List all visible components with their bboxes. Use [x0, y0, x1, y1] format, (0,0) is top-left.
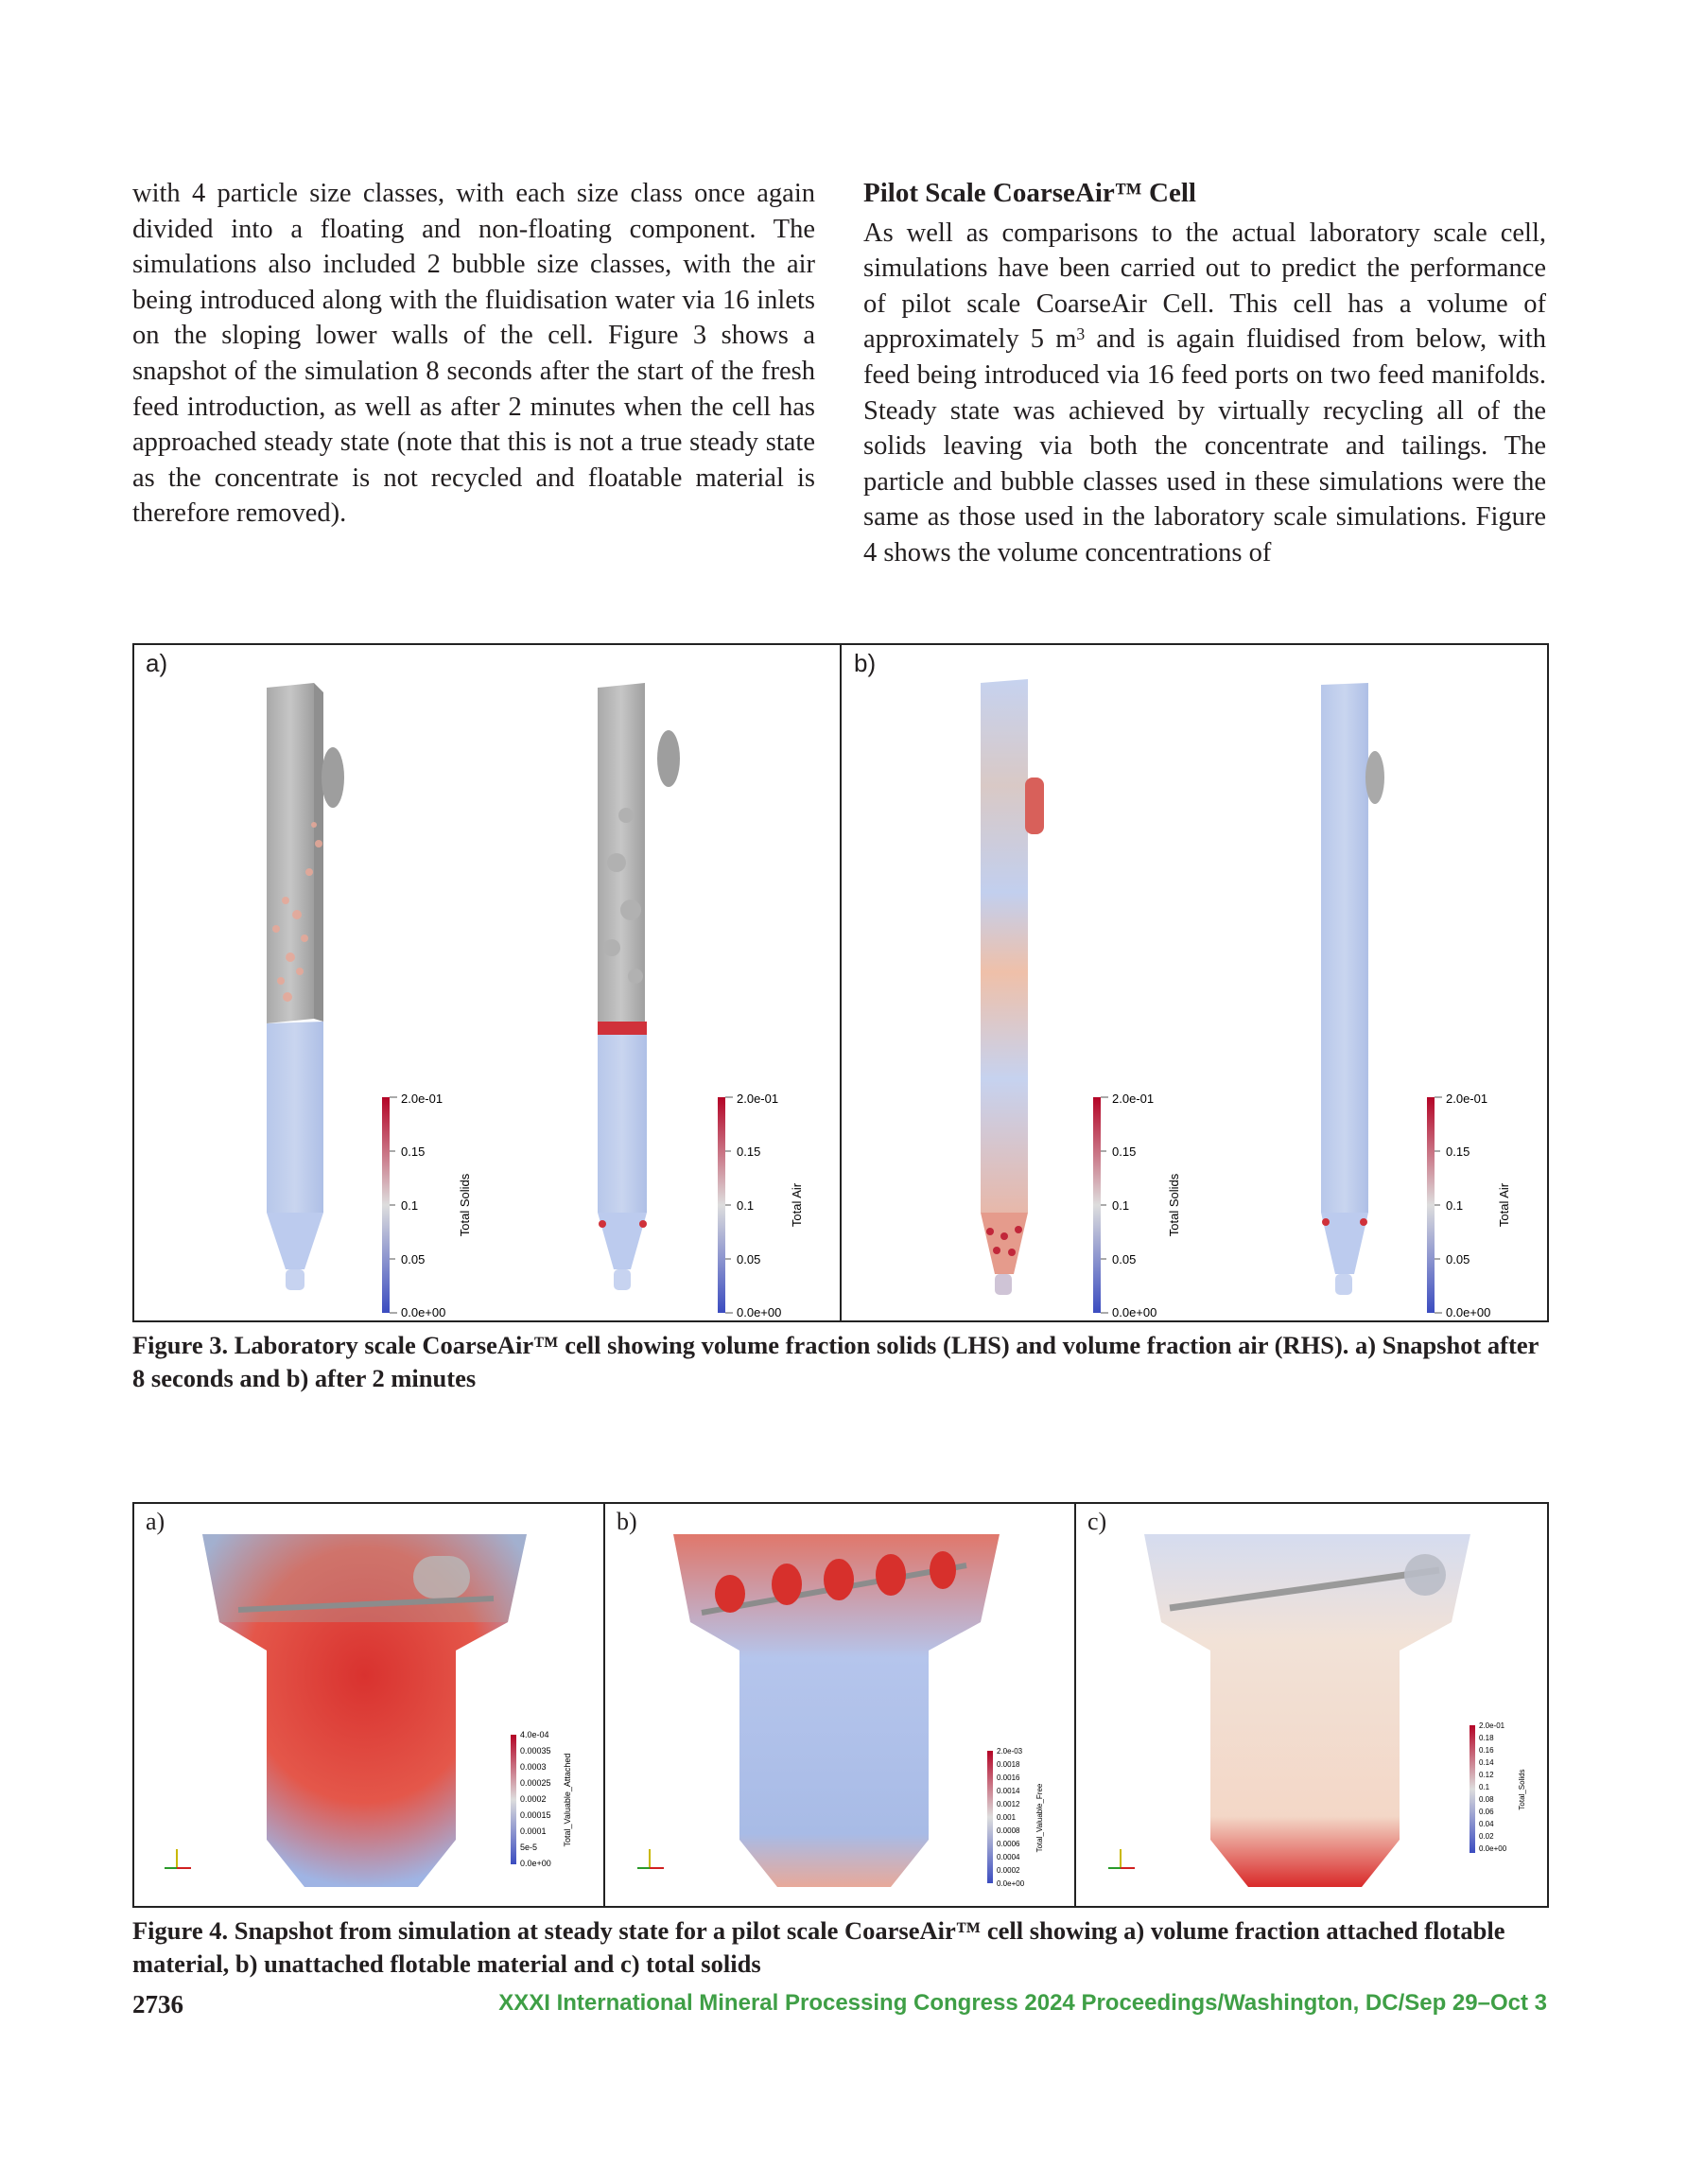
figure-3-graphics [134, 645, 1547, 1320]
colorbar-tick: 0.18 [1479, 1734, 1494, 1742]
panel-label-a: a) [146, 1508, 165, 1535]
fig4-colorbar-a [511, 1730, 572, 1868]
figure-4-graphics [134, 1504, 1547, 1906]
colorbar-tick: 0.0003 [520, 1762, 547, 1772]
colorbar-title: Total_Valuable_Free [1035, 1783, 1044, 1853]
fig3a-cell-solids [267, 683, 344, 1290]
fig3-colorbar-4 [1427, 1092, 1511, 1319]
colorbar-tick: 2.0e-01 [1446, 1092, 1488, 1106]
colorbar-title: Total Solids [1167, 1173, 1181, 1237]
colorbar-tick: 0.1 [1446, 1198, 1464, 1213]
colorbar-tick: 0.1 [1112, 1198, 1130, 1213]
colorbar-tick: 0.0e+00 [1112, 1305, 1157, 1319]
colorbar-title: Total Solids [458, 1173, 472, 1237]
colorbar-tick: 0.15 [737, 1144, 761, 1159]
colorbar-tick: 0.15 [401, 1144, 426, 1159]
superscript-3: 3 [1076, 324, 1086, 344]
colorbar-tick: 0.1 [737, 1198, 755, 1213]
colorbar-tick: 0.16 [1479, 1746, 1494, 1755]
panel-label-c: c) [1087, 1508, 1107, 1535]
colorbar-tick: 0.0014 [997, 1787, 1020, 1795]
fig3a-cell-air [598, 683, 680, 1290]
colorbar-title: Total_Valuable_Attached [563, 1753, 572, 1847]
panel-label-a: a) [146, 649, 168, 677]
colorbar-tick: 0.00035 [520, 1746, 551, 1756]
colorbar-tick: 0.0018 [997, 1760, 1020, 1769]
running-footer: XXXI International Mineral Processing Congress 2024 Proceedings/Washington, DC/Sep 29–Oct 3 [498, 1990, 1547, 2016]
colorbar-tick: 0.0e+00 [737, 1305, 782, 1319]
colorbar-tick: 0.0012 [997, 1800, 1020, 1808]
figure-4 [132, 1502, 1549, 1908]
colorbar-tick: 0.15 [1446, 1144, 1470, 1159]
figure-3 [132, 643, 1549, 1322]
colorbar-tick: 0.0e+00 [520, 1859, 551, 1868]
fig3-colorbar-3 [1093, 1092, 1181, 1319]
colorbar-tick: 2.0e-03 [997, 1747, 1023, 1756]
fig4-colorbar-b [987, 1747, 1044, 1888]
colorbar-tick: 0.0001 [520, 1826, 547, 1836]
colorbar-tick: 0.08 [1479, 1795, 1494, 1804]
colorbar-tick: 0.0008 [997, 1826, 1020, 1835]
colorbar-tick: 0.0006 [997, 1840, 1020, 1848]
right-paragraph [863, 216, 1546, 571]
left-text-column [132, 176, 815, 532]
figure-3-caption: Figure 3. Laboratory scale CoarseAir™ cell showing volume fraction solids (LHS) and volume fraction air (RHS). a) Snapshot after 8 seconds and b) after 2 minutes [132, 1331, 1539, 1392]
colorbar-tick: 0.0e+00 [401, 1305, 446, 1319]
colorbar-tick: 0.1 [1479, 1783, 1490, 1791]
right-paragraph-part1: As well as comparisons to the actual laboratory scale cell, simulations have been carried out to predict the performance of pilot scale CoarseAir Cell. This cell has a volume of approximately 5 m [863, 218, 1546, 355]
left-paragraph: with 4 particle size classes, with each size class once again divided into a floating and non-floating component. The simulations also included 2 bubble size classes, with the air being introduced along with the fluidisation water via 16 inlets on the sloping lower walls of the cell. Figure 3 shows a snapshot of the simulation 8 seconds after the start of the fresh feed introduction, as well as after 2 minutes when the cell has approached steady state (note that this is not a true steady state as the concentrate is not recycled and floatable material is therefore removed). [132, 179, 815, 529]
colorbar-tick: 0.12 [1479, 1771, 1494, 1779]
colorbar-tick: 2.0e-01 [737, 1092, 779, 1106]
colorbar-tick: 0.1 [401, 1198, 419, 1213]
colorbar-tick: 0.0016 [997, 1773, 1020, 1782]
right-text-column [863, 176, 1546, 571]
panel-label-b: b) [854, 649, 877, 677]
figure-4-caption: Figure 4. Snapshot from simulation at steady state for a pilot scale CoarseAir™ cell showing a) volume fraction attached flotable material, b) unattached flotable material and c) total solids [132, 1916, 1505, 1978]
colorbar-tick: 0.0004 [997, 1853, 1020, 1861]
fig4c-cell [1144, 1534, 1470, 1887]
colorbar-tick: 0.0e+00 [997, 1879, 1025, 1888]
fig3-colorbar-2 [718, 1092, 804, 1319]
colorbar-tick: 0.06 [1479, 1808, 1494, 1816]
colorbar-tick: 0.04 [1479, 1820, 1494, 1828]
colorbar-title: Total Air [1497, 1182, 1511, 1228]
colorbar-tick: 0.15 [1112, 1144, 1137, 1159]
colorbar-tick: 0.05 [737, 1252, 761, 1267]
colorbar-tick: 0.05 [1446, 1252, 1470, 1267]
section-heading: Pilot Scale CoarseAir™ Cell [863, 178, 1196, 208]
colorbar-tick: 0.02 [1479, 1832, 1494, 1841]
right-paragraph-part2: and is again fluidised from below, with feed being introduced via 16 feed ports on two feed manifolds. Steady state was achieved by virtually recycling all of the solids leaving via both the concentrate and tailings. The particle and bubble classes used in these simulations were the same as those used in the laboratory scale simulations. Figure 4 shows the volume concentrations of [863, 324, 1546, 568]
fig3-colorbar-1 [382, 1092, 472, 1319]
colorbar-title: Total_Solids [1518, 1769, 1526, 1810]
fig3b-cell-air [1321, 683, 1384, 1295]
fig3b-cell-solids [981, 679, 1044, 1295]
colorbar-tick: 0.0002 [520, 1794, 547, 1804]
fig4b-cell [673, 1534, 1000, 1887]
colorbar-tick: 4.0e-04 [520, 1730, 549, 1739]
colorbar-tick: 2.0e-01 [401, 1092, 443, 1106]
panel-label-b: b) [617, 1508, 637, 1535]
colorbar-tick: 0.05 [401, 1252, 426, 1267]
fig4-colorbar-c [1470, 1721, 1526, 1853]
fig4a-cell [202, 1534, 527, 1887]
colorbar-title: Total Air [790, 1182, 804, 1228]
colorbar-tick: 0.05 [1112, 1252, 1137, 1267]
colorbar-tick: 0.0e+00 [1446, 1305, 1491, 1319]
colorbar-tick: 0.00015 [520, 1810, 551, 1820]
page-number: 2736 [132, 1990, 183, 2018]
colorbar-tick: 0.0002 [997, 1866, 1020, 1875]
colorbar-tick: 2.0e-01 [1479, 1721, 1505, 1730]
colorbar-tick: 0.14 [1479, 1758, 1494, 1767]
colorbar-tick: 2.0e-01 [1112, 1092, 1155, 1106]
colorbar-tick: 5e-5 [520, 1843, 538, 1852]
colorbar-tick: 0.0e+00 [1479, 1844, 1507, 1853]
colorbar-tick: 0.001 [997, 1813, 1017, 1822]
colorbar-tick: 0.00025 [520, 1778, 551, 1788]
